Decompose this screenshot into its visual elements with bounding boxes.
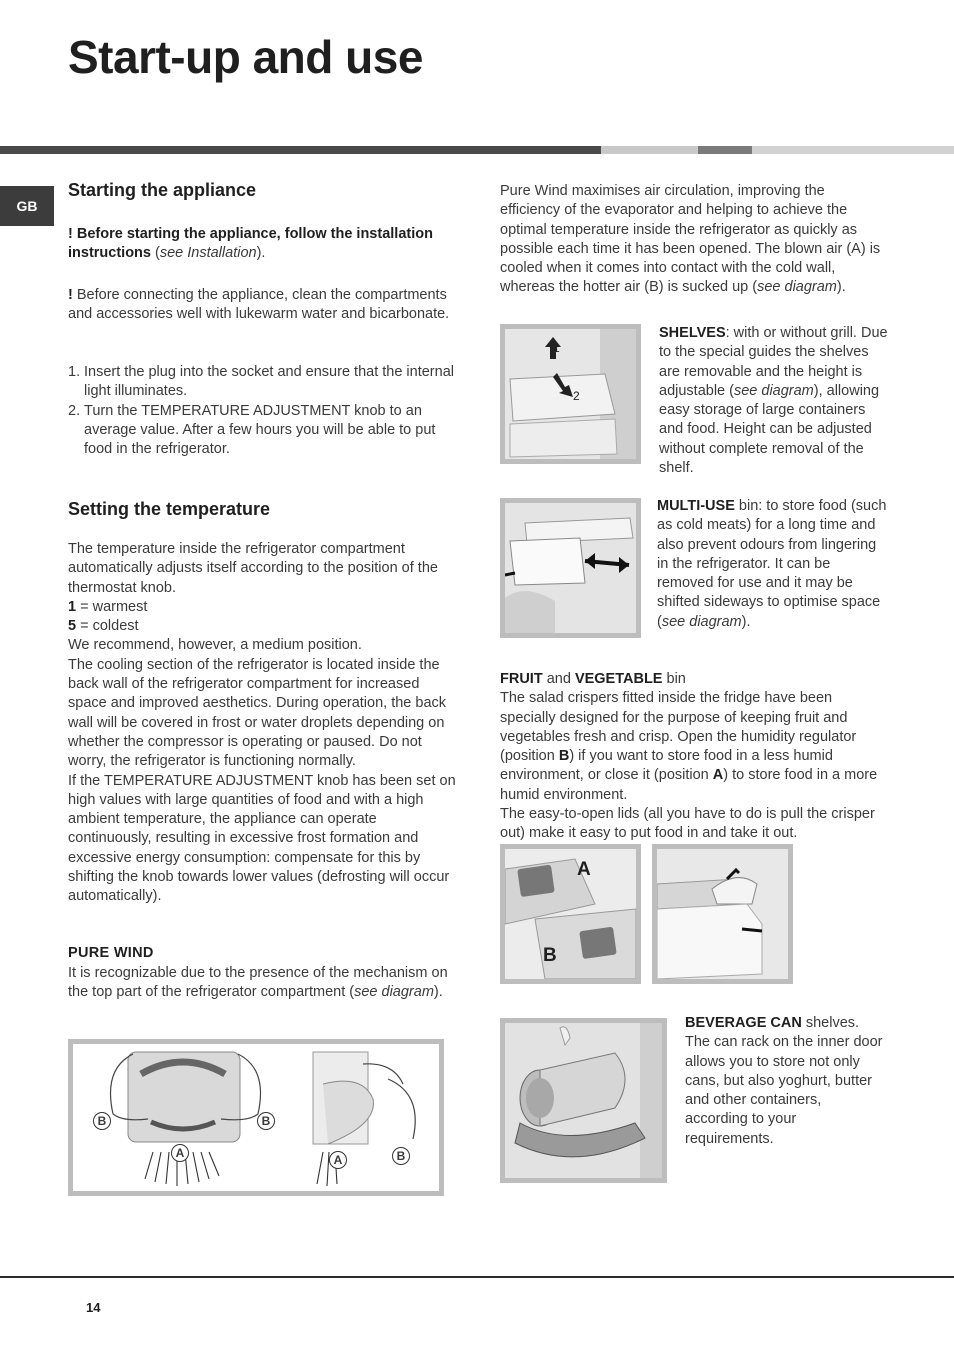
header-bar-mid (698, 146, 752, 154)
header-bar-light (601, 146, 698, 154)
footer-rule (0, 1276, 954, 1278)
humidity-label-b: B (543, 945, 557, 966)
shelf-label-2: 2 (573, 389, 580, 403)
multi-use-bin-image (500, 498, 641, 638)
label-a-left: A (171, 1144, 189, 1162)
label-b-right: B (257, 1112, 275, 1130)
label-b-side: B (392, 1147, 410, 1165)
pure-wind-diagram (68, 1039, 444, 1196)
beverage-can-text: BEVERAGE CAN shelves. The can rack on the inner door allows you to store not only cans, but also yoghurt, butter and other containers, according to your requirements. (685, 1015, 883, 1147)
starting-steps (68, 363, 458, 459)
language-tab: GB (0, 186, 54, 226)
label-b-left: B (93, 1112, 111, 1130)
list-item: 1. Insert the plug into the socket and ensure that the internal light illuminates. (68, 364, 454, 400)
crisper-drawer-image (652, 844, 793, 984)
pure-wind-description: Pure Wind maximises air circulation, improving the efficiency of the evaporator and helping to achieve the optimal temperature inside the refrigerator as quickly as possible each time it has been opened. The blown air (A) is cooled when it comes into contact with the cold wall, whereas the hotter air (B) is sucked up (see diagram). (500, 183, 881, 296)
header-bar-dark (0, 146, 601, 154)
humidity-label-a: A (577, 859, 591, 880)
pure-wind-text: It is recognizable due to the presence of the mechanism on the top part of the refrigerator compartment (see diagram). (68, 965, 448, 1001)
temperature-body: The temperature inside the refrigerator compartment automatically adjusts itself according to the position of the thermostat knob. 1 = warmest 5 = coldest We recommend, however, a medium position. The cooling section of the refrigerator is located inside the back wall of the refrigerator compartment for increased space and improved aesthetics. During operation, the back wall will be covered in frost or water droplets depending on whether the compressor is operating or paused. Do not worry, the refrigerator is functioning normally. If the TEMPERATURE ADJUSTMENT knob has been set on high values with large quantities of food and with a high ambient temperature, the appliance can operate continuously, resulting in excessive frost formation and excessive energy consumption: compensate for this by shifting the knob towards lower values (defrosting will occur automatically). (68, 541, 456, 905)
warn1-ref: see Installation (159, 245, 257, 262)
page-number: 14 (86, 1300, 101, 1315)
starting-warning-1: ! Before starting the appliance, follow the installation instructions (see Installation). (68, 226, 433, 262)
shelf-label-1: 1 (553, 341, 560, 355)
fruit-vegetable-text: FRUIT and VEGETABLE bin The salad crispers fitted inside the fridge have been specially designed for the purpose of keeping fruit and vegetables fresh and crisp. Open the humidity regulator (position B) if you want to store food in a less humid environment, or close it (position A) to store food in a more humid environment. The easy-to-open lids (all you have to do is pull the crisper out) make it easy to put food in and take it out. (500, 671, 878, 842)
warn1-bold: Before starting the appliance, follow the installation instructions (68, 226, 433, 262)
shelves-image (500, 324, 641, 464)
humidity-regulator-image (500, 844, 641, 984)
list-item: 2. Turn the TEMPERATURE ADJUSTMENT knob to an average value. After a few hours you will be able to put food in the refrigerator. (68, 402, 436, 458)
temperature-heading: Setting the temperature (68, 499, 271, 519)
starting-warning-2: ! Before connecting the appliance, clean the compartments and accessories well with lukewarm water and bicarbonate. (68, 287, 450, 323)
label-a-right: A (329, 1151, 347, 1169)
pure-wind-heading: PURE WIND (68, 945, 154, 961)
shelves-text: SHELVES: with or without grill. Due to the special guides the shelves are removable and the height is adjustable (see diagram), allowing easy storage of large containers and food. Height can be adjusted without complete removal of the shelf. (659, 325, 888, 477)
header-bar-light-2 (752, 146, 954, 154)
beverage-can-image (500, 1018, 667, 1183)
starting-heading: Starting the appliance (68, 180, 257, 200)
multi-use-text: MULTI-USE bin: to store food (such as cold meats) for a long time and also prevent odours from lingering in the refrigerator. It can be removed for use and it may be shifted sideways to optimise space (see diagram). (657, 498, 887, 630)
warn2-text: Before connecting the appliance, clean the compartments and accessories well with lukewarm water and bicarbonate. (68, 287, 450, 323)
page-title: Start-up and use (68, 31, 423, 83)
